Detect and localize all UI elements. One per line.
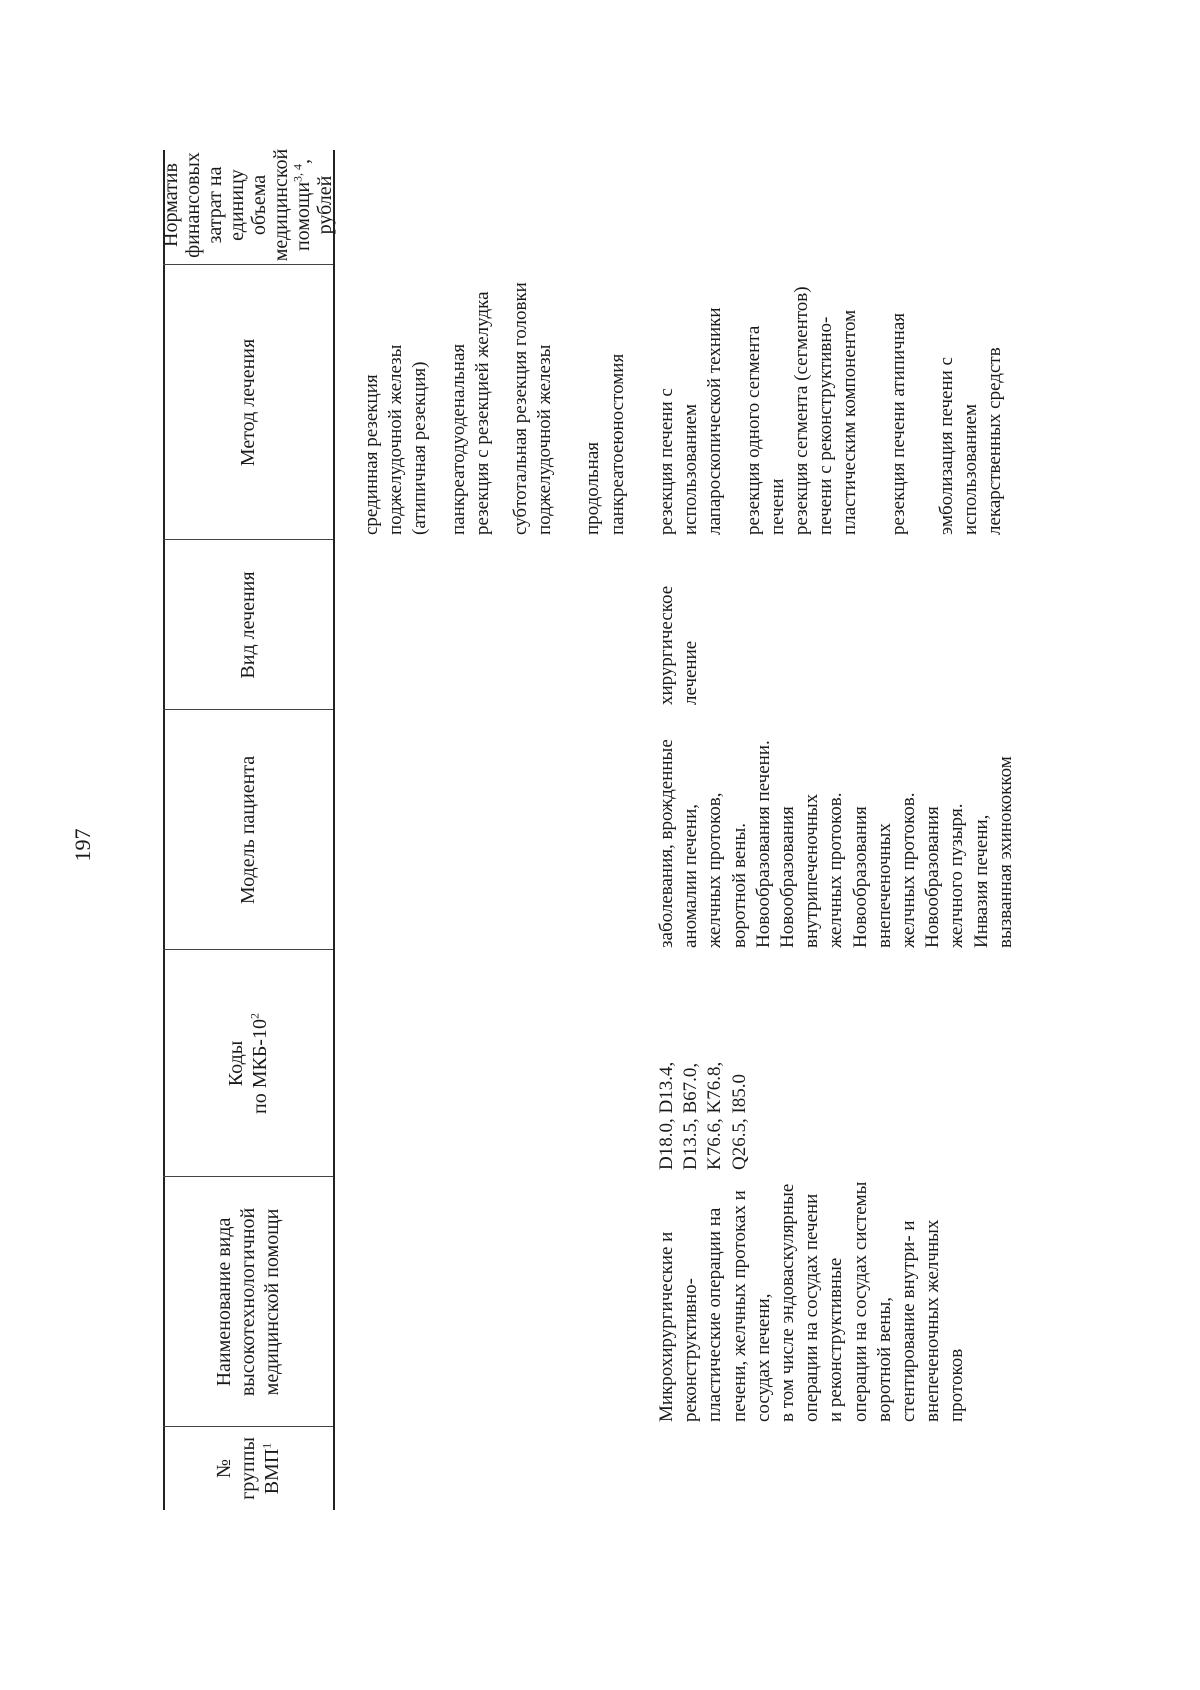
row1-methods (360, 255, 630, 535)
header-norm-line: единицу объема (226, 169, 270, 241)
text-line: резекция одного сегмента (742, 325, 764, 535)
method-item (360, 255, 433, 535)
header-bottom-border (333, 150, 335, 1510)
text-line: протоков (946, 1348, 968, 1422)
text-line: Новообразования (849, 806, 871, 948)
text-line: операции на сосудах системы (849, 1181, 871, 1422)
text-line: воротной вены, (873, 1297, 895, 1422)
header-treatment-type (163, 540, 333, 710)
page-number: 197 (70, 828, 95, 862)
header-codes (163, 950, 333, 1177)
header-method-text: Метод лечения (237, 338, 259, 467)
text-line: аномалии печени, (680, 803, 702, 948)
text-line: поджелудочной железы (385, 344, 407, 535)
text-line: K76.6, K76.8, (704, 1061, 726, 1170)
header-norm-line: , (292, 158, 314, 164)
header-patient-model-text: Модель пациента (237, 755, 259, 905)
text-line: печени с реконструктивно- (815, 316, 837, 535)
header-norm-line: Норматив (160, 163, 182, 247)
method-item (790, 255, 863, 535)
text-line: лекарственных средств (984, 347, 1006, 535)
text-line: поджелудочной железы (534, 344, 556, 535)
text-line: желчных протоков. (898, 792, 920, 948)
method-item (935, 255, 1008, 535)
method-item (447, 255, 495, 535)
header-name-line: высокотехнологичной (237, 1207, 259, 1397)
header-norm-line: помощи (292, 181, 314, 252)
method-item (887, 255, 911, 535)
row2-patient-model (655, 708, 1018, 948)
header-patient-model (163, 710, 333, 950)
text-line: Микрохирургические и (656, 1231, 677, 1422)
text-line: печени, желчных протоках и (728, 1190, 750, 1422)
text-line: желчных протоков. (825, 792, 847, 948)
row2-treatment-type (655, 545, 703, 705)
text-line: и реконструктивные (825, 1257, 847, 1422)
header-norm (160, 145, 336, 265)
text-line: резекция с резекцией желудка (471, 291, 493, 535)
text-line: Новообразования печени. (752, 740, 774, 948)
footnote-ref: 1 (259, 1442, 274, 1449)
header-norm-line: затрат на (204, 166, 226, 244)
text-line: внепеченочных желчных (922, 1219, 944, 1422)
text-line: панкреатодуоденальная (447, 343, 469, 535)
text-line: D18.0, D13.4, (656, 1061, 677, 1170)
text-line: D13.5, B67.0, (680, 1062, 702, 1170)
text-line: желчных протоков, (704, 792, 726, 948)
header-group-no-line: группы (237, 1437, 259, 1500)
header-treatment-type-text: Вид лечения (237, 571, 259, 679)
text-line: сосудах печени, (752, 1293, 774, 1422)
text-line: использованием (960, 403, 982, 535)
text-line: заболевания, врожденные (656, 739, 677, 948)
text-line: панкреатоеюностомия (606, 353, 628, 535)
method-item (509, 255, 557, 535)
text-line: срединная резекция (361, 374, 382, 535)
text-line: пластические операции на (704, 1207, 726, 1422)
text-line: резекция сегмента (сегментов) (791, 286, 813, 535)
text-line: в том числе эндоваскулярные (777, 1183, 799, 1422)
text-line: лапароскопической техники (704, 307, 726, 535)
text-line: (атипичная резекция) (409, 361, 431, 535)
text-line: Новообразования (922, 806, 944, 948)
text-line: эмболизация печени с (935, 357, 957, 535)
text-line: Новообразования (777, 806, 799, 948)
text-line: внутрипеченочных (801, 793, 823, 948)
text-line: воротной вены. (728, 823, 750, 948)
row2-name (655, 1177, 970, 1422)
row2-methods (655, 255, 1007, 535)
header-group-no-line: № (213, 1458, 235, 1479)
footnote-ref: 3, 4 (290, 163, 305, 182)
text-line: использованием (680, 403, 702, 535)
header-method (163, 265, 333, 540)
text-line: печени (766, 478, 788, 535)
text-line: вызванная эхинококком (994, 756, 1016, 948)
row2-codes (655, 970, 752, 1170)
text-line: резекция печени атипичная (887, 312, 909, 535)
method-item (742, 255, 790, 535)
header-norm-line: медицинской (270, 148, 292, 262)
header-codes-line: Коды (225, 1040, 247, 1087)
text-line: Q26.5, I85.0 (728, 1073, 750, 1170)
text-line: продольная (582, 441, 604, 535)
header-name (163, 1177, 333, 1427)
text-line: стентирование внутри- и (898, 1220, 920, 1422)
text-line: хирургическое (656, 585, 677, 705)
header-group-no (163, 1427, 333, 1510)
footnote-ref: 2 (247, 1013, 262, 1020)
text-line: внепеченочных (873, 823, 895, 948)
text-line: желчного пузыря. (946, 803, 968, 948)
text-line: пластическим компонентом (839, 309, 861, 535)
text-line: субтотальная резекция головки (510, 282, 532, 535)
method-item (655, 255, 728, 535)
header-name-line: Наименование вида (213, 1217, 235, 1387)
header-name-line: медицинской помощи (261, 1208, 283, 1396)
text-line: Инвазия печени, (970, 814, 992, 948)
text-line: резекция печени с (656, 388, 677, 535)
header-codes-line: по МКБ-10 (249, 1019, 271, 1114)
header-norm-line: рублей (314, 175, 336, 235)
text-line: операции на сосудах печени (801, 1193, 823, 1422)
text-line: реконструктивно- (680, 1277, 702, 1422)
text-line: лечение (680, 640, 702, 705)
header-group-no-line: ВМП (261, 1448, 283, 1495)
header-norm-line: финансовых (182, 152, 204, 258)
method-item (581, 255, 629, 535)
